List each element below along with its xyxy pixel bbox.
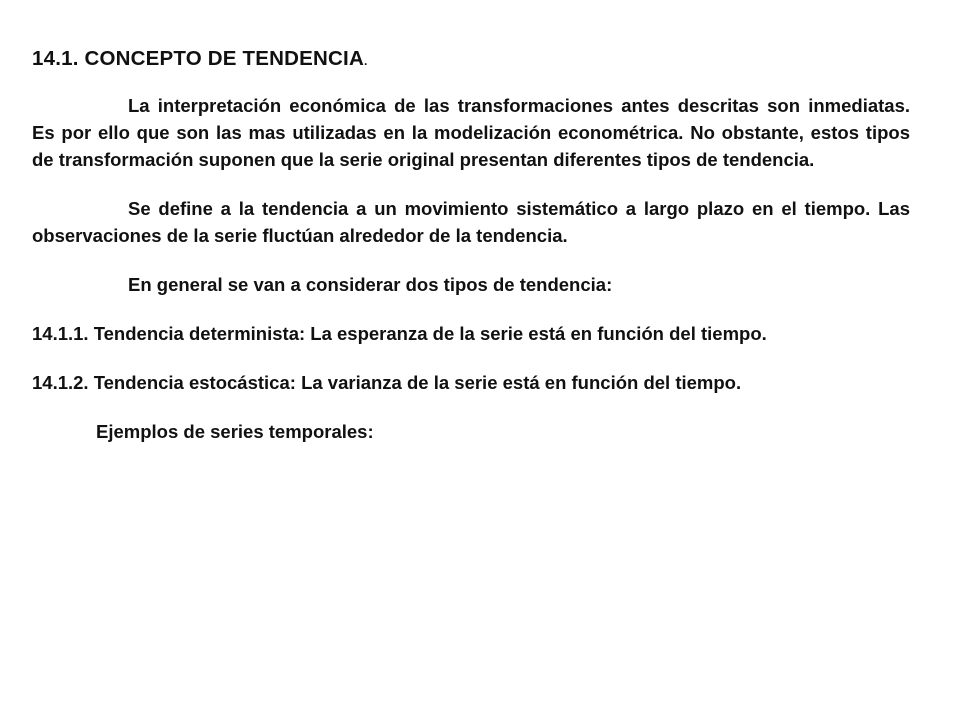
paragraph-trend-definition: Se define a la tendencia a un movimiento sistemático a largo plazo en el tiempo. Las observaciones de la serie fluctúan alrededor de la tendencia. <box>32 198 910 246</box>
slide-title <box>32 44 910 76</box>
slide-content <box>32 44 910 467</box>
trend-type-stochastic: 14.1.2. Tendencia estocástica: La varianza de la serie está en función del tiempo. <box>32 372 742 393</box>
title-dot: . <box>363 54 368 68</box>
trend-type-deterministic: 14.1.1. Tendencia determinista: La esperanza de la serie está en función del tiempo. <box>32 323 767 344</box>
paragraph-transformations: La interpretación económica de las transformaciones antes descritas son inmediatas. Es por ello que son las mas utilizadas en la modelización econométrica. No obstante, estos tipos de transformación suponen que la serie original presentan diferentes tipos de tendencia. <box>32 95 910 170</box>
examples-label: Ejemplos de series temporales: <box>96 421 374 442</box>
trend-types-intro: En general se van a considerar dos tipos de tendencia: <box>128 274 613 295</box>
title-text: 14.1. CONCEPTO DE TENDENCIA <box>32 47 364 70</box>
